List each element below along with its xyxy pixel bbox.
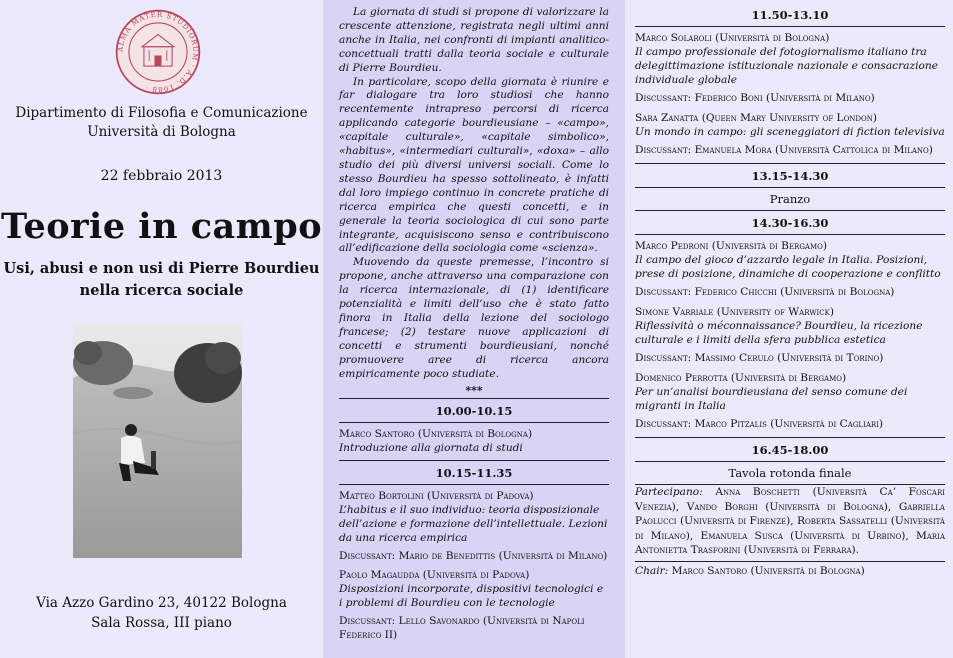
time-slot-6: 16.45-18.00 [751, 443, 829, 457]
venue-block [0, 593, 323, 633]
divider [339, 422, 609, 423]
subtitle-line-2: nella ricerca sociale [79, 282, 244, 299]
divider [635, 461, 945, 462]
divider [339, 484, 609, 485]
time-slot-3: 11.50-13.10 [751, 8, 829, 22]
divider [635, 163, 945, 164]
discussant: Discussant: Emanuela Mora (Università Cattolica di Milano) [635, 144, 933, 156]
round-table-participants [635, 485, 945, 558]
speaker-name: Marco Pedroni (Università di Bergamo) [635, 240, 828, 252]
university-name: Università di Bologna [87, 124, 236, 140]
divider [635, 437, 945, 438]
time-slot-4: 13.15-14.30 [751, 169, 829, 183]
event-subtitle [0, 258, 323, 302]
middle-column [323, 0, 625, 658]
talk-title: Riflessività o méconnaissance? Bourdieu, la ricezione culturale e i limiti della sfera pubblica estetica [635, 320, 923, 346]
divider [635, 210, 945, 211]
time-slot-1: 10.00-10.15 [435, 404, 513, 419]
talk-title: Il campo professionale del fotogiornalismo italiano tra delegittimazione istituzionale nazionale e consacrazione individuale globale [635, 46, 938, 86]
program-entry [339, 489, 609, 563]
divider [635, 234, 945, 235]
discussant: Discussant: Federico Boni (Università di Milano) [635, 92, 875, 104]
program-entry [635, 371, 945, 431]
intro-text [339, 6, 609, 381]
time-slot-5: 14.30-16.30 [751, 216, 829, 230]
talk-title: Disposizioni incorporate, dispositivi tecnologici e i problemi di Bourdieu con le tecnologie [339, 583, 604, 610]
program-entry [635, 111, 945, 157]
program-entry [635, 239, 945, 299]
bourdieu-photo [73, 323, 242, 558]
event-date: 22 febbraio 2013 [100, 168, 223, 184]
speaker-name: Sara Zanatta (Queen Mary University of London) [635, 112, 878, 124]
intro-paragraph-1: La giornata di studi si propone di valorizzare la crescente attenzione, registrata negli ultimi anni anche in Italia, nei confronti di impianti analitico-concettuali tratti dalla teoria sociale e culturale di Pierre Bourdieu. [339, 6, 609, 74]
program-entry [635, 31, 945, 105]
chair-name: Marco Santoro (Università di Bologna) [671, 564, 865, 577]
discussant: Discussant: Lello Savonardo (Università di Napoli Federico II) [339, 615, 585, 642]
divider [635, 561, 945, 562]
subtitle-line-1: Usi, abusi e non usi di Pierre Bourdieu [3, 260, 320, 277]
discussant: Discussant: Marco Pitzalis (Università di Cagliari) [635, 418, 884, 430]
program-entry [635, 305, 945, 365]
round-table-title: Tavola rotonda finale [728, 466, 852, 480]
speaker-name: Simone Varriale (University of Warwick) [635, 306, 835, 318]
speaker-name: Paolo Magaudda (Università di Padova) [339, 569, 530, 582]
department-block [0, 104, 323, 142]
lunch-label: Pranzo [769, 192, 811, 206]
discussant: Discussant: Mario de Benedittis (Università di Milano) [339, 550, 608, 563]
right-column [625, 0, 953, 658]
venue-address: Via Azzo Gardino 23, 40122 Bologna [36, 595, 287, 611]
speaker-name: Matteo Bortolini (Università di Padova) [339, 490, 534, 503]
left-column [0, 0, 323, 658]
university-seal-logo [114, 8, 202, 96]
talk-title: Per un’analisi bourdieusiana del senso comune dei migranti in Italia [635, 386, 908, 412]
program-entry [339, 427, 609, 455]
divider [339, 398, 609, 399]
program-entry [339, 568, 609, 642]
talk-title: Il campo del gioco d’azzardo legale in Italia. Posizioni, prese di posizione, dinamiche di cooperazione e conflitto [635, 254, 941, 280]
participants-list: Anna Boschetti (Università Ca’ Foscari Venezia), Vando Borghi (Università di Bologna), Gabriella Paolucci (Università di Firenze), Roberta Sassatelli (Università di Milano), Emanuela Susca (Università di Urbino), Maria Antonietta Trasforini (Università di Ferrara). [635, 486, 945, 557]
chair-label: Chair: [635, 564, 669, 577]
divider [635, 26, 945, 27]
discussant: Discussant: Federico Chicchi (Università di Bologna) [635, 286, 895, 298]
time-slot-2: 10.15-11.35 [435, 466, 513, 481]
venue-room: Sala Rossa, III piano [91, 615, 232, 631]
participants-label: Partecipano: [635, 486, 703, 498]
talk-title: L’habitus e il suo individuo: teoria disposizionale dell’azione e formazione dell’intellettuale. Lezioni da una ricerca empirica [339, 504, 608, 545]
discussant: Discussant: Massimo Cerulo (Università di Torino) [635, 352, 884, 364]
round-table-chair [635, 564, 945, 579]
event-title: Teorie in campo [0, 206, 323, 247]
department-name: Dipartimento di Filosofia e Comunicazione [15, 105, 308, 121]
speaker-name: Marco Santoro (Università di Bologna) [339, 428, 533, 441]
intro-paragraph-3: Muovendo da queste premesse, l’incontro si propone, anche attraverso una comparazione con la ricerca internazionale, di (1) identificare potenzialità e limiti dell’uso che è stato fatto finora in Italia della lezione del sociologo francese; (2) testare nuove applicazioni di concetti e strumenti bourdieusiani, nonché promuovere aree di ricerca ancora empiricamente poco studiate. [339, 256, 609, 380]
speaker-name: Marco Solaroli (Università di Bologna) [635, 32, 830, 44]
intro-paragraph-2: In particolare, scopo della giornata è riunire e far dialogare tra loro studiosi che hanno recentemente intrapreso percorsi di ricerca applicando categorie bourdieusiane – «campo», «capitale culturale», «capitale simbolico», «habitus», «intermediari culturali», «doxa» – allo studio dei più diversi universi sociali. Come lo stesso Bourdieu ha spesso sottolineato, è infatti dal loro impiego continuo in concrete pratiche di ricerca empirica che questi concetti, e in generale la teoria sociologica di cui sono parte integrante, acquisiscono senso e contribuiscono all’edificazione della sociologia come «scienza». [339, 75, 609, 255]
divider [339, 460, 609, 461]
svg-text:ALMA MATER STUDIORUM · A.D. 10: ALMA MATER STUDIORUM · A.D. 1088 · [115, 9, 201, 95]
speaker-name: Domenico Perrotta (Università di Bergamo) [635, 372, 847, 384]
talk-title: Un mondo in campo: gli sceneggiatori di fiction televisiva [635, 126, 945, 138]
divider [635, 187, 945, 188]
talk-title: Introduzione alla giornata di studi [339, 442, 523, 455]
section-separator-stars: *** [465, 384, 483, 398]
